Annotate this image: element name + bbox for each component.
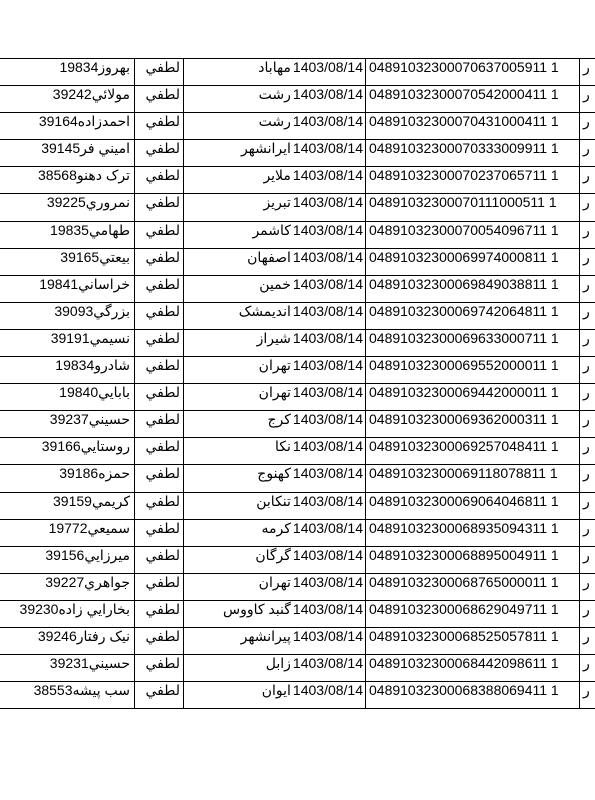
edge-cell bbox=[580, 519, 595, 546]
table-row bbox=[0, 113, 595, 140]
recipient-name-cell bbox=[0, 682, 135, 709]
type-label: لطفي bbox=[145, 492, 180, 509]
tracking-code-cell bbox=[366, 357, 580, 384]
city-name: كرمه bbox=[261, 519, 291, 536]
tracking-code-cell bbox=[366, 573, 580, 600]
tracking-code: 04891032300070542000411 1 bbox=[369, 86, 559, 103]
city-name: اصفهان bbox=[247, 248, 291, 265]
recipient-name-cell bbox=[0, 411, 135, 438]
city-name: تهران bbox=[258, 357, 291, 374]
recipient-name-cell bbox=[0, 248, 135, 275]
type-cell bbox=[135, 113, 184, 140]
date-value: 1403/08/14 bbox=[292, 221, 363, 238]
tracking-code-cell bbox=[366, 167, 580, 194]
tracking-code: 04891032300069257048411 1 bbox=[369, 438, 559, 455]
type-label: لطفي bbox=[145, 302, 180, 319]
city-date-cell bbox=[184, 492, 366, 519]
type-cell bbox=[135, 573, 184, 600]
date-value: 1403/08/14 bbox=[292, 86, 363, 103]
table-row bbox=[0, 384, 595, 411]
date-value: 1403/08/14 bbox=[292, 302, 363, 319]
edge-char: ر bbox=[583, 411, 590, 428]
recipient-name-cell bbox=[0, 573, 135, 600]
edge-cell bbox=[580, 492, 595, 519]
type-label: لطفي bbox=[145, 627, 180, 644]
date-value: 1403/08/14 bbox=[292, 465, 363, 482]
city-date-cell bbox=[184, 113, 366, 140]
city-date-cell bbox=[184, 546, 366, 573]
records-table bbox=[0, 58, 595, 709]
table-row bbox=[0, 329, 595, 356]
tracking-code-cell bbox=[366, 140, 580, 167]
type-cell bbox=[135, 194, 184, 221]
type-label: لطفي bbox=[145, 411, 180, 428]
date-value: 1403/08/14 bbox=[292, 140, 363, 157]
type-cell bbox=[135, 384, 184, 411]
city-date-cell bbox=[184, 302, 366, 329]
type-label: لطفي bbox=[145, 59, 180, 75]
type-cell bbox=[135, 411, 184, 438]
edge-char: ر bbox=[583, 519, 590, 536]
recipient-name: جواهري39227 bbox=[45, 573, 130, 590]
edge-char: ر bbox=[583, 357, 590, 374]
city-date-cell bbox=[184, 86, 366, 113]
edge-char: ر bbox=[583, 492, 590, 509]
date-value: 1403/08/14 bbox=[292, 627, 363, 644]
recipient-name: نمروري39225 bbox=[46, 194, 130, 211]
tracking-code-cell bbox=[366, 438, 580, 465]
recipient-name-cell bbox=[0, 194, 135, 221]
edge-cell bbox=[580, 113, 595, 140]
table-row bbox=[0, 519, 595, 546]
tracking-code-cell bbox=[366, 600, 580, 627]
edge-cell bbox=[580, 573, 595, 600]
tracking-code-cell bbox=[366, 113, 580, 140]
edge-char: ر bbox=[583, 329, 590, 346]
recipient-name: نيک رفتار39246 bbox=[37, 627, 130, 644]
tracking-code: 04891032300068629049711 1 bbox=[369, 600, 559, 617]
city-name: رشت bbox=[258, 86, 291, 103]
table-row bbox=[0, 357, 595, 384]
tracking-code-cell bbox=[366, 221, 580, 248]
date-value: 1403/08/14 bbox=[292, 519, 363, 536]
table-row bbox=[0, 86, 595, 113]
edge-cell bbox=[580, 438, 595, 465]
type-cell bbox=[135, 167, 184, 194]
type-label: لطفي bbox=[145, 221, 180, 238]
city-name: خمين bbox=[259, 275, 291, 292]
table-row bbox=[0, 465, 595, 492]
city-name: تهران bbox=[258, 573, 291, 590]
recipient-name-cell bbox=[0, 221, 135, 248]
edge-char: ر bbox=[583, 113, 590, 130]
edge-char: ر bbox=[583, 655, 590, 672]
city-date-cell bbox=[184, 519, 366, 546]
tracking-code: 04891032300070237065711 1 bbox=[369, 167, 559, 184]
table-row bbox=[0, 140, 595, 167]
type-cell bbox=[135, 519, 184, 546]
edge-cell bbox=[580, 329, 595, 356]
edge-cell bbox=[580, 682, 595, 709]
type-label: لطفي bbox=[145, 438, 180, 455]
edge-char: ر bbox=[583, 600, 590, 617]
recipient-name: احمدزاده39164 bbox=[38, 113, 130, 130]
tracking-code-cell bbox=[366, 519, 580, 546]
edge-cell bbox=[580, 248, 595, 275]
type-label: لطفي bbox=[145, 140, 180, 157]
tracking-code: 04891032300069633000711 1 bbox=[369, 329, 559, 346]
type-label: لطفي bbox=[145, 655, 180, 672]
tracking-code: 04891032300068525057811 1 bbox=[369, 627, 559, 644]
recipient-name-cell bbox=[0, 627, 135, 654]
edge-cell bbox=[580, 546, 595, 573]
date-value: 1403/08/14 bbox=[292, 329, 363, 346]
table-row bbox=[0, 492, 595, 519]
city-date-cell bbox=[184, 248, 366, 275]
date-value: 1403/08/14 bbox=[292, 573, 363, 590]
edge-cell bbox=[580, 275, 595, 302]
date-value: 1403/08/14 bbox=[292, 357, 363, 374]
type-cell bbox=[135, 248, 184, 275]
recipient-name: بخارايي زاده39230 bbox=[19, 600, 130, 617]
edge-cell bbox=[580, 86, 595, 113]
edge-char: ر bbox=[583, 275, 590, 292]
tracking-code-cell bbox=[366, 492, 580, 519]
type-cell bbox=[135, 492, 184, 519]
city-date-cell bbox=[184, 627, 366, 654]
tracking-code: 04891032300069742064811 1 bbox=[369, 302, 559, 319]
type-cell bbox=[135, 86, 184, 113]
recipient-name: بابايي19840 bbox=[59, 384, 130, 401]
recipient-name-cell bbox=[0, 59, 135, 86]
recipient-name-cell bbox=[0, 546, 135, 573]
recipient-name-cell bbox=[0, 438, 135, 465]
table-row bbox=[0, 248, 595, 275]
recipient-name: اميني فر39145 bbox=[41, 140, 130, 157]
tracking-code-cell bbox=[366, 302, 580, 329]
city-name: کرج bbox=[267, 411, 291, 428]
tracking-code: 04891032300068935094311 1 bbox=[369, 519, 559, 536]
table-row bbox=[0, 221, 595, 248]
type-cell bbox=[135, 302, 184, 329]
tracking-code-cell bbox=[366, 682, 580, 709]
recipient-name-cell bbox=[0, 384, 135, 411]
date-value: 1403/08/14 bbox=[292, 384, 363, 401]
type-label: لطفي bbox=[145, 194, 180, 211]
type-label: لطفي bbox=[145, 519, 180, 536]
edge-cell bbox=[580, 167, 595, 194]
city-name: شيراز bbox=[256, 329, 291, 346]
tracking-code-cell bbox=[366, 329, 580, 356]
city-date-cell bbox=[184, 655, 366, 682]
type-cell bbox=[135, 655, 184, 682]
type-label: لطفي bbox=[145, 113, 180, 130]
recipient-name: طهامي19835 bbox=[50, 221, 130, 238]
type-cell bbox=[135, 682, 184, 709]
table-row bbox=[0, 275, 595, 302]
type-cell bbox=[135, 600, 184, 627]
city-name: انديمشک bbox=[238, 302, 291, 319]
edge-char: ر bbox=[583, 221, 590, 238]
edge-cell bbox=[580, 140, 595, 167]
tracking-code: 04891032300069064046811 1 bbox=[369, 492, 559, 509]
edge-char: ر bbox=[583, 465, 590, 482]
recipient-name-cell bbox=[0, 492, 135, 519]
recipient-name: بزرگي39093 bbox=[54, 302, 130, 319]
recipient-name: خراساني19841 bbox=[39, 275, 130, 292]
edge-cell bbox=[580, 627, 595, 654]
type-label: لطفي bbox=[145, 248, 180, 265]
edge-char: ر bbox=[583, 438, 590, 455]
date-value: 1403/08/14 bbox=[292, 248, 363, 265]
tracking-code-cell bbox=[366, 59, 580, 86]
date-value: 1403/08/14 bbox=[292, 167, 363, 184]
type-label: لطفي bbox=[145, 275, 180, 292]
tracking-code-cell bbox=[366, 546, 580, 573]
edge-char: ر bbox=[583, 627, 590, 644]
city-name: تهران bbox=[258, 384, 291, 401]
city-name: كاشمر bbox=[252, 221, 291, 238]
recipient-name-cell bbox=[0, 600, 135, 627]
tracking-code: 04891032300069362000311 1 bbox=[369, 411, 559, 428]
edge-cell bbox=[580, 411, 595, 438]
recipient-name-cell bbox=[0, 113, 135, 140]
edge-char: ر bbox=[583, 682, 590, 699]
recipient-name: حمزه39186 bbox=[59, 465, 130, 482]
type-cell bbox=[135, 465, 184, 492]
edge-cell bbox=[580, 357, 595, 384]
recipient-name: كريمي39159 bbox=[53, 492, 130, 509]
recipient-name: بهروز19834 bbox=[59, 59, 130, 75]
tracking-code-cell bbox=[366, 655, 580, 682]
city-name: ملاير bbox=[263, 167, 291, 184]
type-cell bbox=[135, 221, 184, 248]
city-date-cell bbox=[184, 194, 366, 221]
recipient-name: حسيني39231 bbox=[49, 655, 130, 672]
table-row bbox=[0, 194, 595, 221]
edge-char: ر bbox=[583, 59, 590, 75]
type-cell bbox=[135, 357, 184, 384]
tracking-code-cell bbox=[366, 627, 580, 654]
table-row bbox=[0, 167, 595, 194]
edge-char: ر bbox=[583, 573, 590, 590]
edge-cell bbox=[580, 600, 595, 627]
type-label: لطفي bbox=[145, 546, 180, 563]
table-row bbox=[0, 411, 595, 438]
table-row bbox=[0, 59, 595, 86]
city-name: گنبد كاووس bbox=[223, 600, 291, 617]
tracking-code-cell bbox=[366, 384, 580, 411]
recipient-name: ميرزايي39156 bbox=[45, 546, 130, 563]
type-cell bbox=[135, 438, 184, 465]
city-date-cell bbox=[184, 329, 366, 356]
tracking-code-cell bbox=[366, 465, 580, 492]
edge-cell bbox=[580, 655, 595, 682]
tracking-code: 04891032300070637005911 1 bbox=[369, 59, 559, 75]
city-date-cell bbox=[184, 438, 366, 465]
city-date-cell bbox=[184, 140, 366, 167]
tracking-code: 04891032300069974000811 1 bbox=[369, 248, 559, 265]
recipient-name-cell bbox=[0, 140, 135, 167]
recipient-name-cell bbox=[0, 357, 135, 384]
tracking-code: 04891032300069849038811 1 bbox=[369, 275, 559, 292]
city-date-cell bbox=[184, 167, 366, 194]
recipient-name: بيعتي39165 bbox=[60, 248, 130, 265]
tracking-code: 04891032300069118078811 1 bbox=[369, 465, 558, 482]
type-label: لطفي bbox=[145, 86, 180, 103]
recipient-name: روستايي39166 bbox=[41, 438, 130, 455]
recipient-name: مولائي39242 bbox=[52, 86, 130, 103]
edge-char: ر bbox=[583, 248, 590, 265]
city-name: رشت bbox=[258, 113, 291, 130]
date-value: 1403/08/14 bbox=[292, 655, 363, 672]
tracking-code-cell bbox=[366, 194, 580, 221]
type-cell bbox=[135, 329, 184, 356]
date-value: 1403/08/14 bbox=[292, 411, 363, 428]
date-value: 1403/08/14 bbox=[292, 113, 363, 130]
tracking-code: 04891032300068765000011 1 bbox=[369, 573, 559, 590]
edge-char: ر bbox=[583, 167, 590, 184]
type-label: لطفي bbox=[145, 384, 180, 401]
date-value: 1403/08/14 bbox=[292, 275, 363, 292]
city-date-cell bbox=[184, 59, 366, 86]
city-date-cell bbox=[184, 221, 366, 248]
table-row bbox=[0, 627, 595, 654]
tracking-code: 04891032300070111000511 1 bbox=[369, 194, 557, 211]
recipient-name-cell bbox=[0, 329, 135, 356]
recipient-name-cell bbox=[0, 655, 135, 682]
tracking-code-cell bbox=[366, 248, 580, 275]
tracking-code-cell bbox=[366, 86, 580, 113]
table-row bbox=[0, 546, 595, 573]
edge-cell bbox=[580, 221, 595, 248]
records-table-body bbox=[0, 59, 595, 709]
date-value: 1403/08/14 bbox=[292, 438, 363, 455]
type-label: لطفي bbox=[145, 600, 180, 617]
table-row bbox=[0, 682, 595, 709]
edge-char: ر bbox=[583, 140, 590, 157]
type-cell bbox=[135, 140, 184, 167]
tracking-code: 04891032300068895004911 1 bbox=[369, 546, 559, 563]
type-cell bbox=[135, 546, 184, 573]
tracking-code: 04891032300069552000011 1 bbox=[369, 357, 559, 374]
table-row bbox=[0, 438, 595, 465]
edge-cell bbox=[580, 465, 595, 492]
type-cell bbox=[135, 59, 184, 86]
recipient-name-cell bbox=[0, 86, 135, 113]
date-value: 1403/08/14 bbox=[292, 59, 363, 75]
recipient-name: ترک دهنو38568 bbox=[37, 167, 130, 184]
recipient-name: شادرو19834 bbox=[55, 357, 130, 374]
recipient-name: حسيني39237 bbox=[49, 411, 130, 428]
recipient-name-cell bbox=[0, 275, 135, 302]
city-name: مهاباد bbox=[258, 59, 291, 75]
city-name: تبريز bbox=[263, 194, 291, 211]
city-date-cell bbox=[184, 384, 366, 411]
type-label: لطفي bbox=[145, 573, 180, 590]
recipient-name-cell bbox=[0, 167, 135, 194]
type-cell bbox=[135, 627, 184, 654]
city-name: نکا bbox=[275, 438, 291, 455]
recipient-name: سميعي19772 bbox=[48, 519, 130, 536]
table-row bbox=[0, 655, 595, 682]
city-name: گرگان bbox=[255, 546, 291, 563]
city-date-cell bbox=[184, 573, 366, 600]
city-date-cell bbox=[184, 465, 366, 492]
edge-char: ر bbox=[583, 384, 590, 401]
tracking-code: 04891032300068442098611 1 bbox=[369, 655, 559, 672]
edge-char: ر bbox=[583, 546, 590, 563]
city-date-cell bbox=[184, 357, 366, 384]
edge-char: ر bbox=[583, 194, 590, 211]
tracking-code-cell bbox=[366, 275, 580, 302]
edge-cell bbox=[580, 194, 595, 221]
type-label: لطفي bbox=[145, 167, 180, 184]
table-row bbox=[0, 600, 595, 627]
city-date-cell bbox=[184, 600, 366, 627]
edge-char: ر bbox=[583, 86, 590, 103]
tracking-code: 04891032300070431000411 1 bbox=[369, 113, 559, 130]
date-value: 1403/08/14 bbox=[292, 194, 363, 211]
type-label: لطفي bbox=[145, 682, 180, 699]
table-row bbox=[0, 302, 595, 329]
type-cell bbox=[135, 275, 184, 302]
city-name: ايرانشهر bbox=[240, 140, 291, 157]
edge-cell bbox=[580, 302, 595, 329]
recipient-name-cell bbox=[0, 302, 135, 329]
tracking-code: 04891032300070054096711 1 bbox=[369, 221, 559, 238]
date-value: 1403/08/14 bbox=[292, 600, 363, 617]
tracking-code: 04891032300070333009911 1 bbox=[369, 140, 559, 157]
date-value: 1403/08/14 bbox=[292, 492, 363, 509]
city-date-cell bbox=[184, 411, 366, 438]
edge-char: ر bbox=[583, 302, 590, 319]
city-name: زابل bbox=[265, 655, 291, 672]
edge-cell bbox=[580, 59, 595, 86]
type-label: لطفي bbox=[145, 357, 180, 374]
date-value: 1403/08/14 bbox=[292, 682, 363, 699]
table-row bbox=[0, 573, 595, 600]
tracking-code-cell bbox=[366, 411, 580, 438]
city-name: ايوان bbox=[261, 682, 291, 699]
city-date-cell bbox=[184, 682, 366, 709]
city-name: پيرانشهر bbox=[240, 627, 291, 644]
recipient-name: نسيمي39191 bbox=[50, 329, 130, 346]
city-date-cell bbox=[184, 275, 366, 302]
recipient-name-cell bbox=[0, 465, 135, 492]
city-name: تنكابن bbox=[256, 492, 291, 509]
city-name: كهنوج bbox=[257, 465, 291, 482]
date-value: 1403/08/14 bbox=[292, 546, 363, 563]
edge-cell bbox=[580, 384, 595, 411]
type-label: لطفي bbox=[145, 329, 180, 346]
type-label: لطفي bbox=[145, 465, 180, 482]
recipient-name: سب پيشه38553 bbox=[33, 682, 130, 699]
recipient-name-cell bbox=[0, 519, 135, 546]
tracking-code: 04891032300069442000011 1 bbox=[369, 384, 559, 401]
tracking-code: 04891032300068388069411 1 bbox=[369, 682, 559, 699]
